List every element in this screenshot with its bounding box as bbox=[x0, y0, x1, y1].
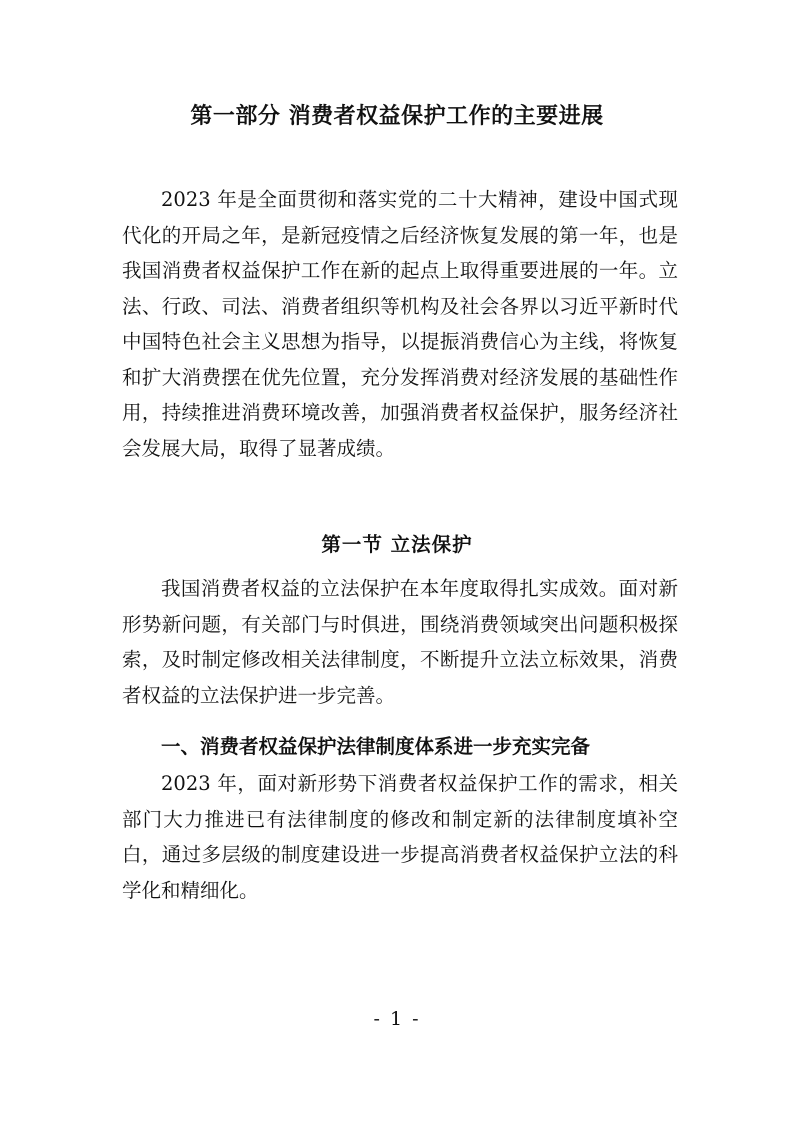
section-title: 第一节 立法保护 bbox=[321, 533, 473, 556]
subsection-paragraph: 2023 年，面对新形势下消费者权益保护工作的需求，相关部门大力推进已有法律制度的修改和制定新的法律制度填补空白，通过多层级的制度建设进一步提高消费者权益保护立法的科学化和精细化。 bbox=[122, 772, 678, 902]
intro-paragraph: 2023 年是全面贯彻和落实党的二十大精神，建设中国式现代化的开局之年，是新冠疫情之后经济恢复发展的第一年，也是我国消费者权益保护工作在新的起点上取得重要进展的一年。立法、行政、司法、消费者组织等机构及社会各界以习近平新时代中国特色社会主义思想为指导，以提振消费信心为主线，将恢复和扩大消费摆在优先位置，充分发挥消费对经济发展的基础性作用，持续推进消费环境改善，加强消费者权益保护，服务经济社会发展大局，取得了显著成绩。 bbox=[122, 188, 678, 460]
part-title: 第一部分 消费者权益保护工作的主要进展 bbox=[190, 104, 604, 129]
page-number: - 1 - bbox=[373, 1008, 421, 1030]
section-paragraph: 我国消费者权益的立法保护在本年度取得扎实成效。面对新形势新问题，有关部门与时俱进，围绕消费领域突出问题积极探索，及时制定修改相关法律制度，不断提升立法立标效果，消费者权益的立法保护进一步完善。 bbox=[122, 577, 678, 707]
subsection-title: 一、消费者权益保护法律制度体系进一步充实完备 bbox=[161, 735, 591, 758]
